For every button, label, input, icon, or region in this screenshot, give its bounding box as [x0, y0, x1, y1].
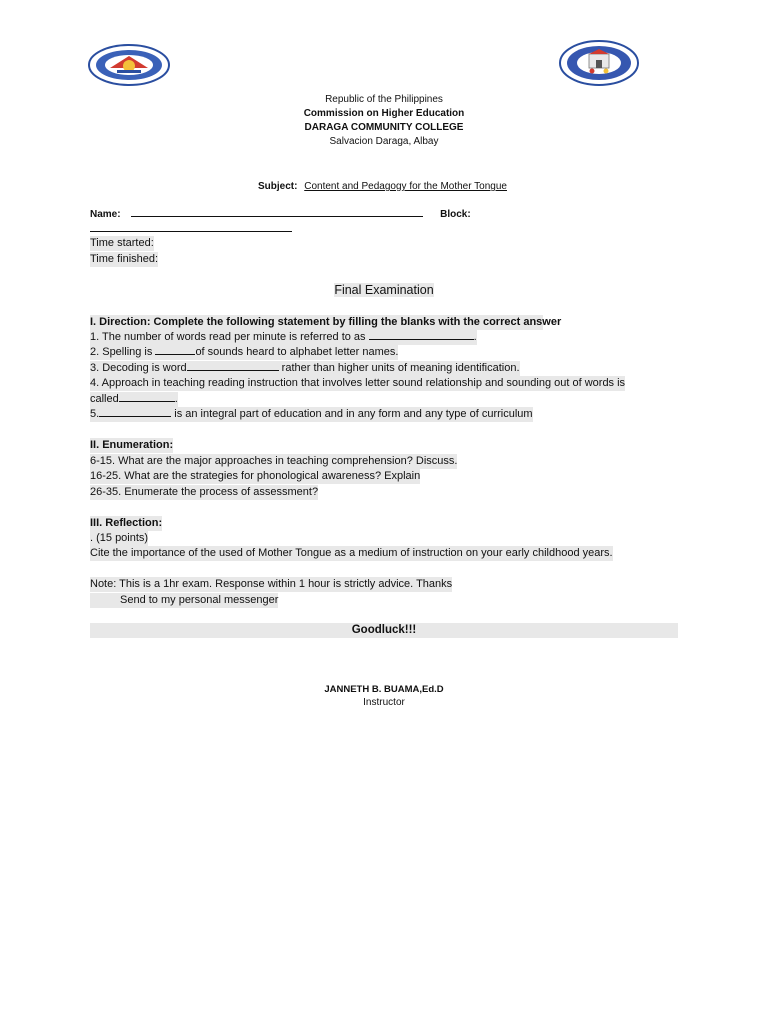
- block-blank-row: [90, 222, 292, 237]
- section3-heading: III. Reflection:: [90, 517, 163, 529]
- subject-label: Subject:: [258, 181, 298, 192]
- daraga-community-college-seal-logo: [559, 40, 639, 86]
- enumeration-item: 16-25. What are the strategies for phonological awareness? Explain: [90, 470, 421, 482]
- time-finished: Time finished:: [90, 253, 159, 265]
- block-blank[interactable]: [90, 222, 292, 232]
- question-3: 3. Decoding is word rather than higher units of meaning identification.: [90, 362, 520, 374]
- question-1: 1. The number of words read per minute is referred to as .: [90, 331, 477, 343]
- question-5: 5. is an integral part of education and in any form and any type of curriculum: [90, 408, 533, 420]
- instructor-name: JANNETH B. BUAMA,Ed.D: [324, 684, 444, 695]
- q1-blank[interactable]: [369, 330, 474, 340]
- college-name: DARAGA COMMUNITY COLLEGE: [304, 122, 464, 133]
- time-started: Time started:: [90, 237, 154, 249]
- name-row: [90, 207, 471, 222]
- note-line-2: Send to my personal messenger: [90, 593, 278, 608]
- name-label: Name:: [90, 209, 121, 220]
- q3-blank[interactable]: [187, 361, 279, 371]
- q2-blank[interactable]: [155, 345, 195, 355]
- goodluck-banner: Goodluck!!!: [90, 623, 678, 638]
- page-title: Final Examination: [334, 283, 434, 297]
- question-2: 2. Spelling is of sounds heard to alphabet letter names.: [90, 346, 399, 358]
- section1-heading: I. Direction: Complete the following statement by filling the blanks with the correct answer: [90, 316, 562, 328]
- q4-blank[interactable]: [119, 392, 175, 402]
- republic-text: Republic of the Philippines: [325, 94, 443, 105]
- college-address: Salvacion Daraga, Albay: [329, 136, 439, 147]
- instructor-role: Instructor: [363, 697, 405, 708]
- note-line-1: Note: This is a 1hr exam. Response within 1 hour is strictly advice. Thanks: [90, 578, 453, 590]
- q5-blank[interactable]: [99, 407, 171, 417]
- reflection-prompt: Cite the importance of the used of Mother Tongue as a medium of instruction on your early childhood years.: [90, 547, 613, 559]
- commission-text: Commission on Higher Education: [303, 108, 465, 119]
- enumeration-item: 26-35. Enumerate the process of assessment?: [90, 486, 319, 498]
- question-4: 4. Approach in teaching reading instruction that involves letter sound relationship and sounding out of words is: [90, 377, 626, 389]
- name-blank[interactable]: [131, 207, 423, 217]
- page-title-row: [0, 282, 768, 298]
- section2-heading: II. Enumeration:: [90, 439, 174, 451]
- chted-seal-logo: [88, 44, 170, 86]
- subject-line: [258, 179, 507, 194]
- enumeration-item: 6-15. What are the major approaches in teaching comprehension? Discuss.: [90, 455, 458, 467]
- reflection-points: . (15 points): [90, 532, 149, 544]
- subject-value: Content and Pedagogy for the Mother Tongue: [304, 181, 507, 192]
- block-label: Block:: [440, 209, 471, 220]
- question-4-cont: called .: [90, 393, 178, 405]
